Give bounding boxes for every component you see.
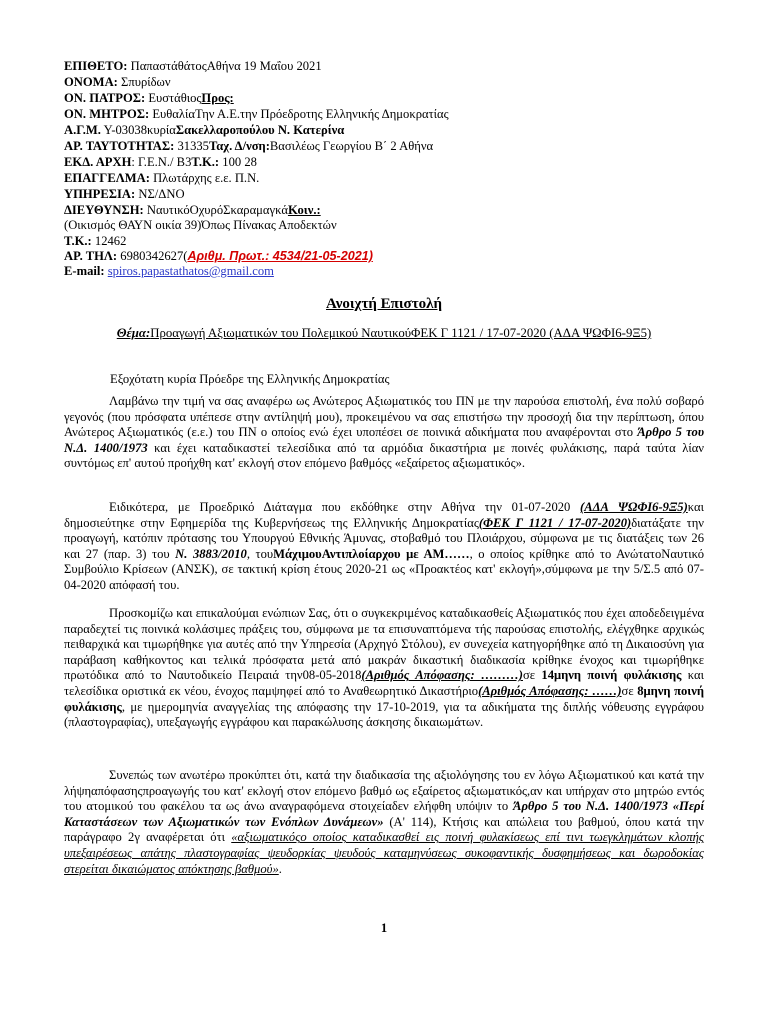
header-surname: ΕΠΙΘΕΤΟ: ΠαπαστάθάτοςΑθήνα 19 Μαΐου 2021 bbox=[64, 59, 322, 73]
header-address: ΔΙΕΥΘΥΝΣΗ: ΝαυτικόΟχυρόΣκαραμαγκάΚοιν.: bbox=[64, 203, 321, 217]
letter-subject: Θέμα:Προαγωγή Αξιωματικών του Πολεμικού ΝαυτικούΦΕΚ Γ 1121 / 17-07-2020 (ΑΔΑ ΨΩΦΙ6-9Ξ5) bbox=[116, 326, 652, 340]
email-link[interactable]: spiros.papastathatos@gmail.com bbox=[107, 264, 274, 278]
header-postal: Τ.Κ.: 12462 bbox=[64, 234, 127, 248]
header-service: ΥΠΗΡΕΣΙΑ: ΝΣ/ΔΝΟ bbox=[64, 187, 185, 201]
paragraph-2: Ειδικότερα, με Προεδρικό Διάταγμα που εκδόθηκε στην Αθήνα την 01-07-2020 (ΑΔΑ ΨΩΦΙ6-9Ξ5)και δημοσιεύτηκε στην Εφημερίδα της Κυβερνήσεως της Ελληνικής Δημοκρατίας(ΦΕΚ Γ 1121 / 17-07-2020)διατάξατε την προαγωγή, κατόπιν πρότασης του Υπουργού Εθνικής Άμυνας, στοβαθμό του Πλοιάρχου, σύμφωνα με τις διατάξεις των 26 και 27 (παρ. 3) του Ν. 3883/2010, τουΜάχιμουΑντιπλοίαρχου με ΑΜ……, ο οποίος κρίθηκε από το ΑνώτατοΝαυτικό Συμβούλιο Κρίσεων (ΑΝΣΚ), σε τακτική κρίση έτους 2020-21 ως «Προακτέος κατ' εκλογή»,σύμφωνα με την 5/Σ.5 από 07-04-2020 απόφασή του. bbox=[64, 500, 704, 592]
header-father: ΟΝ. ΠΑΤΡΟΣ: ΕυστάθιοςΠρος: bbox=[64, 91, 234, 105]
header-email: E-mail: spiros.papastathatos@gmail.com bbox=[64, 264, 274, 278]
header-profession: ΕΠΑΓΓΕΛΜΑ: Πλωτάρχης ε.ε. Π.Ν. bbox=[64, 171, 260, 185]
header-mother: ΟΝ. ΜΗΤΡΟΣ: ΕυθαλίαΤην Α.Ε.την Πρόεδροτης Ελληνικής Δημοκρατίας bbox=[64, 107, 449, 121]
page-number: 1 bbox=[380, 921, 388, 935]
header-name: ΟΝΟΜΑ: Σπυρίδων bbox=[64, 75, 171, 89]
paragraph-4: Συνεπώς των ανωτέρω προκύπτει ότι, κατά την διαδικασία της αξιολόγησης του εν λόγω Αξιωματικού και κατά την λήψηαπόφασηςπροαγωγής του κατ' εκλογή στον επόμενο βαθμό ως εξαίρετος αξιωματικός,αν και υπήρχαν στο μητρώο εντός του ατομικού του φακέλου τα ως άνω αναγραφόμενα στοιχείαδεν ελήφθη υπόψιν το Άρθρο 5 του Ν.Δ. 1400/1973 «Περί Καταστάσεων των Αξιωματικών των Ενόπλων Δυνάμεων» (Α' 114), Κτήσις και απώλεια του βαθμού, όπου κατά την παράγραφο 2γ αναφέρεται ότι «αξιωματικόςο οποίος καταδικασθεί εις ποινή φυλακίσεως επί τινι τωεγκλημάτων κλοπής υπεξαιρέσεως απάτης πλαστογραφίας ψευδορκίας ψευδούς καταμηνύσεως συκοφαντικής δυσφημήσεως και δωροδοκίας στερείται δικαιώματος απόκτησης βαθμού». bbox=[64, 768, 705, 876]
header-address-line2: (Οικισμός ΘΑΥΝ οικία 39)Όπως Πίνακας Αποδεκτών bbox=[64, 218, 337, 232]
header-issuer: ΕΚΔ. ΑΡΧΗ: Γ.Ε.Ν./ Β3Τ.Κ.: 100 28 bbox=[64, 155, 257, 169]
protocol-number: Αριθμ. Πρωτ.: 4534/21-05-2021) bbox=[187, 249, 373, 263]
letter-title: Ανοιχτή Επιστολή bbox=[325, 296, 442, 312]
paragraph-3: Προσκομίζω και επικαλούμαι ενώπιων Σας, ότι ο συγκεκριμένος καταδικασθείς Αξιωματικός που έχει αποδεδειγμένα παραδεχτεί τις ποινικά κολάσιμες πράξεις του, σύμφωνα με τα επισυναπτόμενα τής παρούσας επιστολής, ελέγχθηκε αρχικώς πειθαρχικά και τιμωρήθηκε για αυτές από την Υπηρεσία (Αρχηγό Στόλου), εν συνεχεία κατηγορήθηκε από τη Δικαιοσύνη για παράβαση καθήκοντος και τελικά πρόσφατα μετά από μακράν δικαστική διαδικασία κρίθηκε ένοχος και τιμωρήθηκε πρωτόδικα από το Ναυτοδικείο Πειραιά την08-05-2018(Αριθμός Απόφασης: ………)σε 14μηνη ποινή φυλάκισης και τελεσίδικα οριστικά εκ νέου, ένοχος παμψηφεί από το Αναθεωρητικό Δικαστήριο(Αριθμός Απόφασης: ……)σε 8μηνη ποινή φυλάκισης, με ημερομηνία αναγγελίας της απόφασης την 17-10-2019, για τα αδικήματα της διπλής νόθευσης εγγράφου (πλαστογραφίας), υπεξαγωγής εγγράφου και παρακώλυσης άσκησης δικαιωμάτων. bbox=[64, 606, 704, 730]
header-id: ΑΡ. ΤΑΥΤΟΤΗΤΑΣ: 31335Ταχ. Δ/νση:Βασιλέως Γεωργίου Β΄ 2 Αθήνα bbox=[64, 139, 434, 153]
paragraph-1: Λαμβάνω την τιμή να σας αναφέρω ως Ανώτερος Αξιωματικός του ΠΝ με την παρούσα επιστολή, ένα πολύ σοβαρό γεγονός (που πρόσφατα υπέπεσε στην αντίληψή μου), προκειμένου να σας επιστήσω την προσοχή δια την περίπτωση, όπου Ανώτερος Αξιωματικός (ε.ε.) του ΠΝ ο οποίος ενώ έχει υποπέσει σε ποινικά αδικήματα που αναφέρονται στο Άρθρο 5 του Ν.Δ. 1400/1973 και έχει καταδικαστεί τελεσίδικα από τα αρμόδια δικαστήρια με ποινές φυλάκισης, παρά ταύτα λίαν συντόμως επ' αυτού προήχθη κατ' εκλογή στον επόμενο βαθμόςς «εξαίρετος αξιωματικός». bbox=[64, 394, 705, 471]
header-phone: ΑΡ. ΤΗΛ: 6980342627(Αριθμ. Πρωτ.: 4534/21-05-2021) bbox=[64, 249, 373, 263]
header-agm: Α.Γ.Μ. Υ-03038κυρίαΣακελλαροπούλου Ν. Κατερίνα bbox=[64, 123, 345, 137]
greeting: Εξοχότατη κυρία Πρόεδρε της Ελληνικής Δημοκρατίας bbox=[110, 372, 390, 386]
